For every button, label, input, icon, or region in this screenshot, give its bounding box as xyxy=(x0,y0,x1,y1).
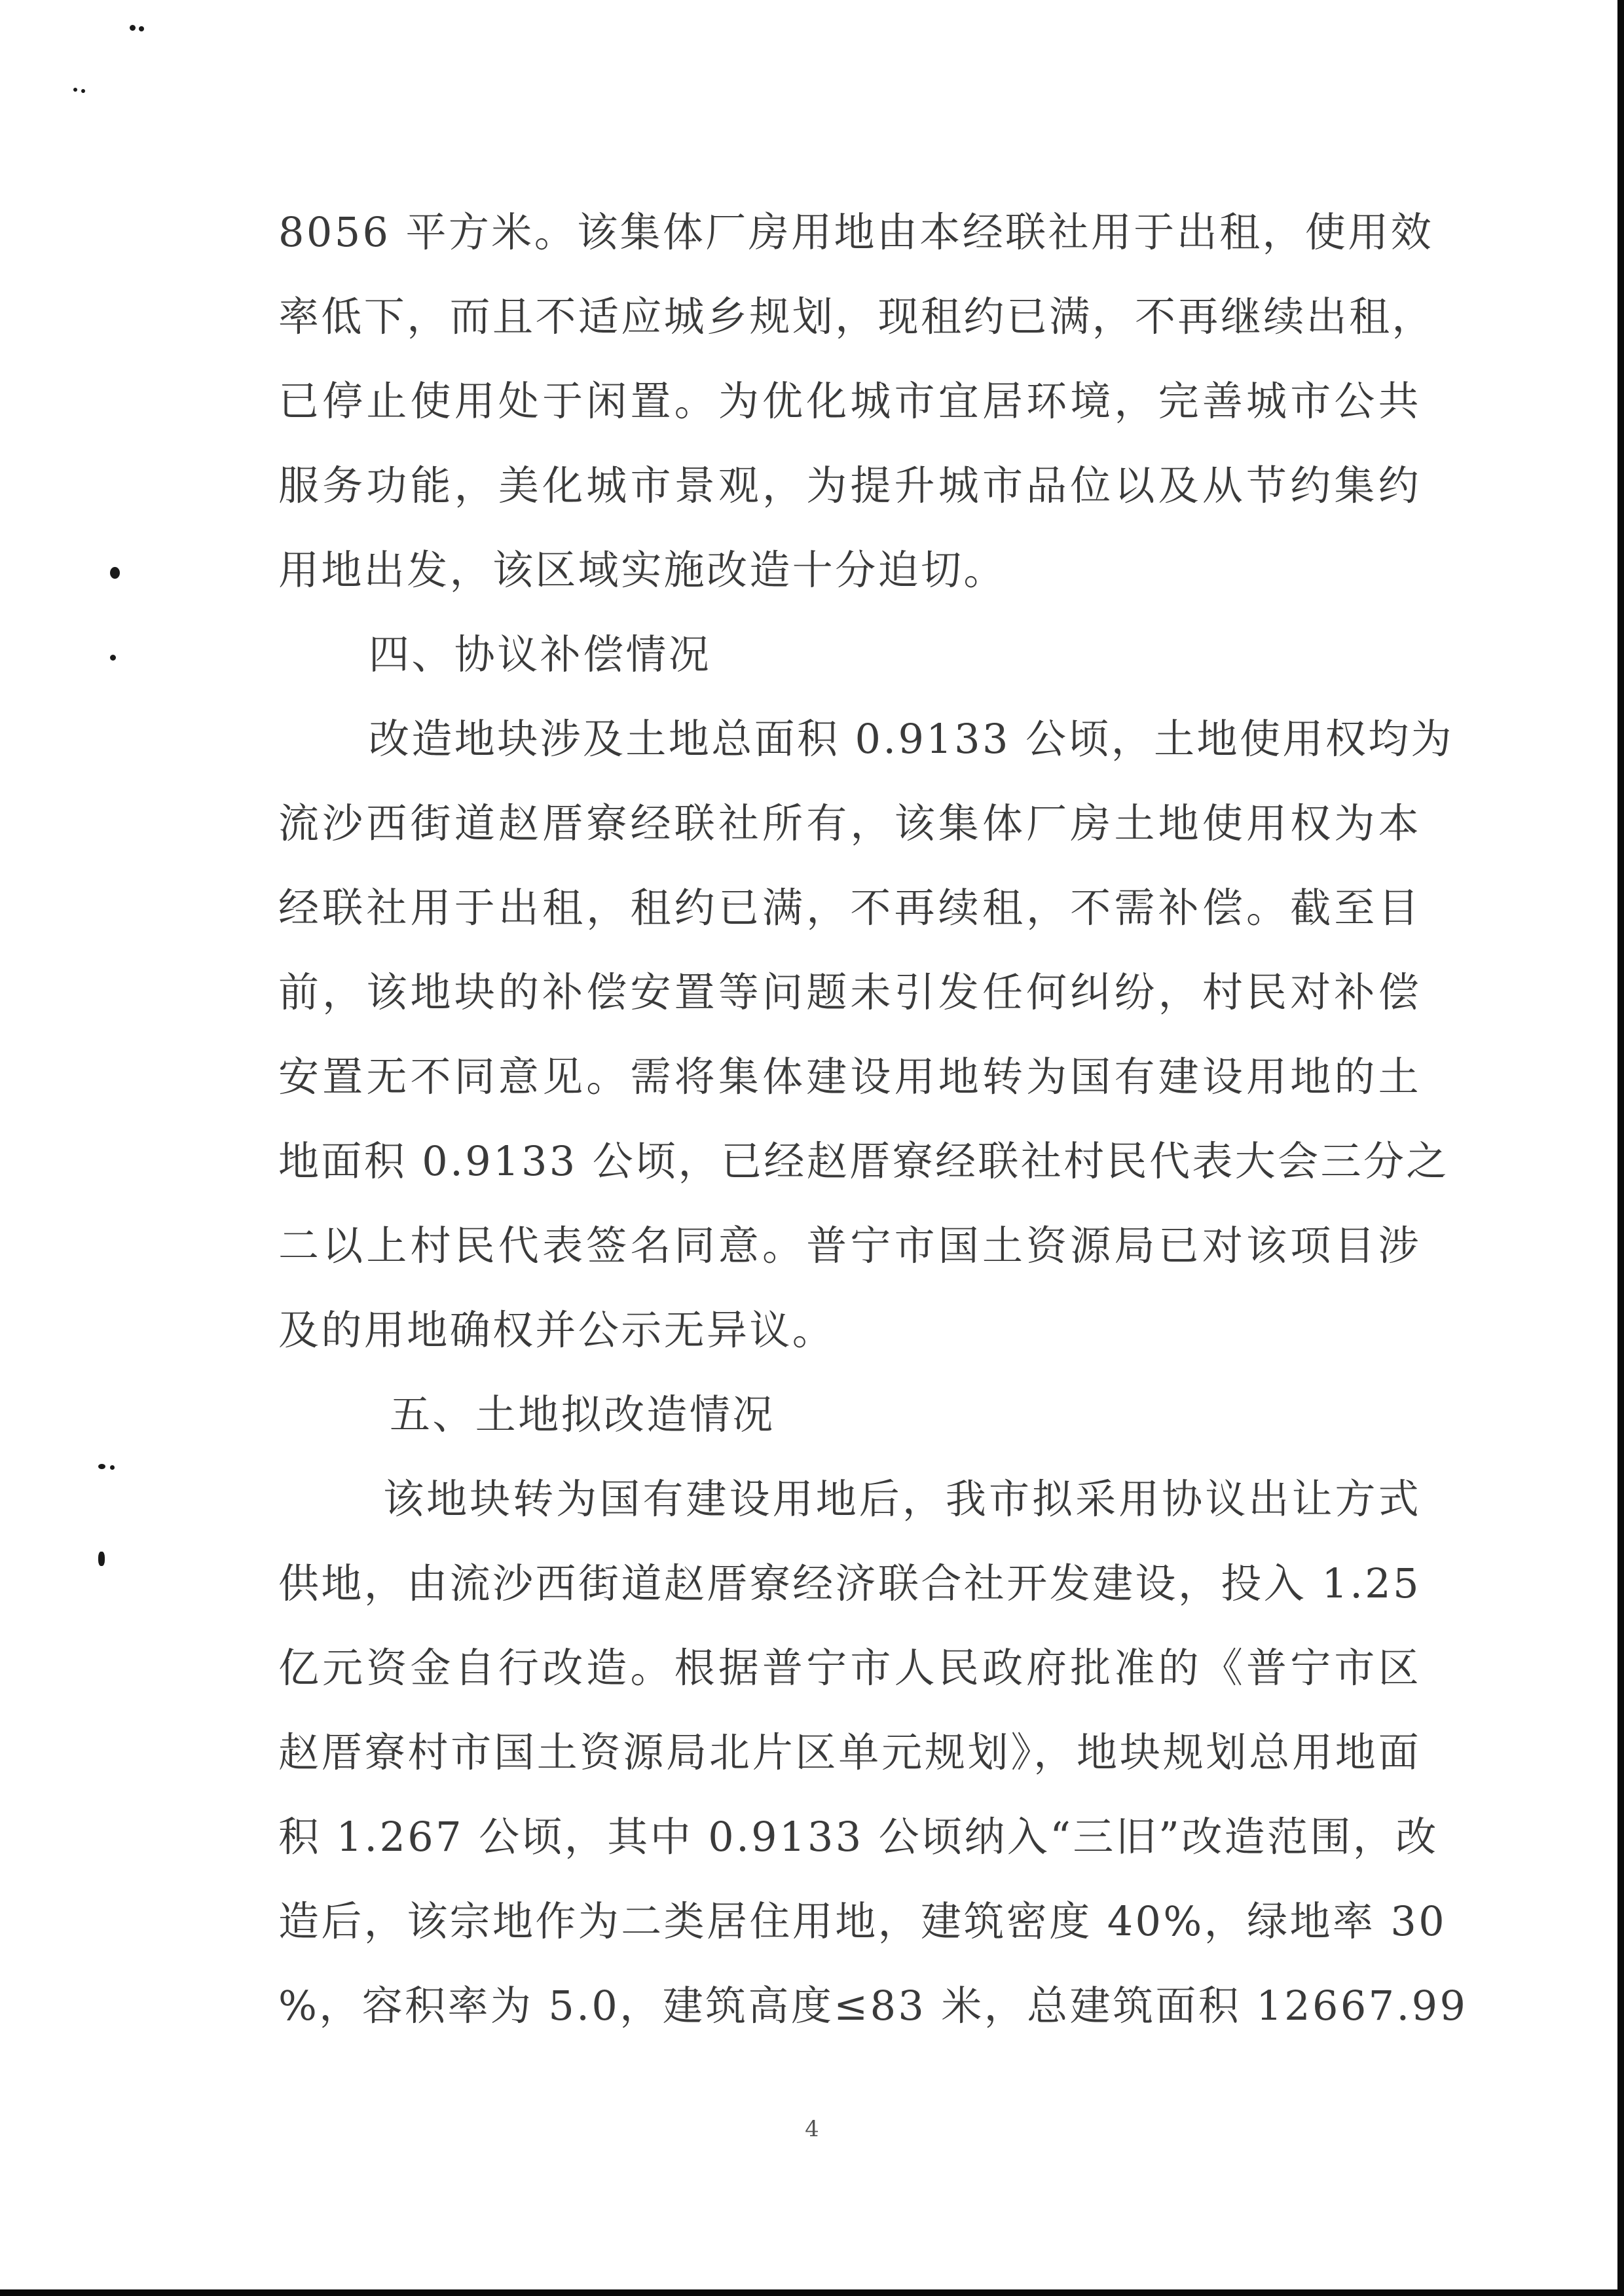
scan-speck xyxy=(139,26,144,31)
scan-speck xyxy=(73,88,77,92)
scan-speck xyxy=(81,89,85,93)
text-line: 前，该地块的补偿安置等问题未引发任何纠纷，村民对补偿 xyxy=(278,968,1421,1016)
section-heading-5: 五、土地拟改造情况 xyxy=(390,1391,775,1438)
text-line: 积 1.267 公顷，其中 0.9133 公顷纳入“三旧”改造范围，改 xyxy=(278,1813,1439,1861)
text-line: 率低下，而且不适应城乡规划，现租约已满，不再继续出租， xyxy=(278,293,1435,340)
text-line: 及的用地确权并公示无异议。 xyxy=(278,1306,836,1354)
text-line: 该地块转为国有建设用地后，我市拟采用协议出让方式 xyxy=(383,1475,1421,1523)
text-line: 用地出发，该区域实施改造十分迫切。 xyxy=(278,546,1006,594)
text-line: %，容积率为 5.0，建筑高度≤83 米，总建筑面积 12667.99 xyxy=(278,1982,1468,2030)
text-line: 改造地块涉及土地总面积 0.9133 公顷，土地使用权均为 xyxy=(369,715,1454,763)
text-line: 安置无不同意见。需将集体建设用地转为国有建设用地的土 xyxy=(278,1053,1421,1101)
text-line: 亿元资金自行改造。根据普宁市人民政府批准的《普宁市区 xyxy=(278,1644,1421,1692)
scan-speck xyxy=(98,1464,105,1469)
text-line: 地面积 0.9133 公顷，已经赵厝寮经联社村民代表大会三分之 xyxy=(278,1137,1449,1185)
scan-speck xyxy=(98,1552,105,1566)
document-body xyxy=(278,190,1468,2048)
text-line: 流沙西街道赵厝寮经联社所有，该集体厂房土地使用权为本 xyxy=(278,799,1421,847)
text-line: 经联社用于出租，租约已满，不再续租，不需补偿。截至目 xyxy=(278,884,1421,932)
paragraph-compensation xyxy=(278,697,1454,1372)
section-heading-4: 四、协议补偿情况 xyxy=(369,630,712,678)
text-line: 服务功能，美化城市景观，为提升城市品位以及从节约集约 xyxy=(278,462,1421,509)
text-line: 供地，由流沙西街道赵厝寮经济联合社开发建设，投入 1.25 xyxy=(278,1559,1421,1607)
scan-speck xyxy=(110,1465,115,1470)
scan-border-bottom xyxy=(0,2289,1624,2296)
scan-speck xyxy=(110,655,116,661)
scan-speck xyxy=(130,25,136,31)
text-line: 已停止使用处于闲置。为优化城市宜居环境，完善城市公共 xyxy=(278,377,1421,425)
page-number: 4 xyxy=(805,2116,819,2142)
text-line: 二以上村民代表签名同意。普宁市国土资源局已对该项目涉 xyxy=(278,1222,1421,1269)
scan-border-right xyxy=(1617,0,1624,2296)
paragraph-3-continued xyxy=(278,190,1435,612)
paragraph-renovation xyxy=(278,1457,1468,2048)
scan-speck xyxy=(110,567,120,579)
text-line: 赵厝寮村市国土资源局北片区单元规划》，地块规划总用地面 xyxy=(278,1728,1421,1776)
text-line: 造后，该宗地作为二类居住用地，建筑密度 40%，绿地率 30 xyxy=(278,1897,1447,1945)
text-line: 8056 平方米。该集体厂房用地由本经联社用于出租，使用效 xyxy=(278,208,1434,256)
